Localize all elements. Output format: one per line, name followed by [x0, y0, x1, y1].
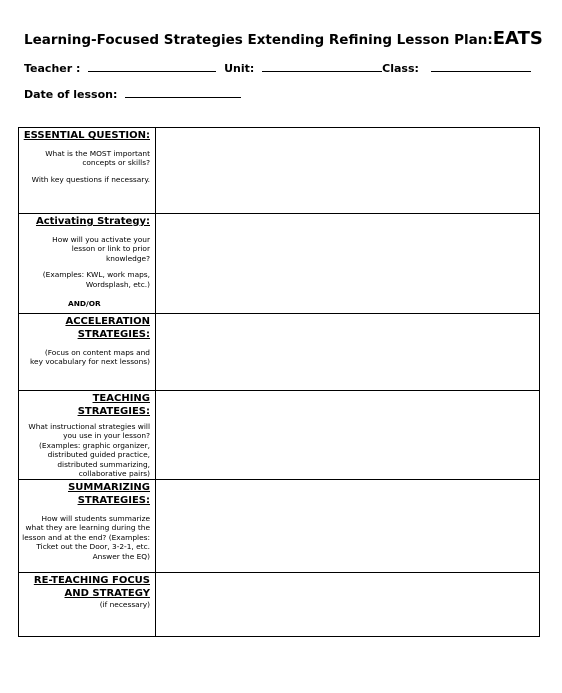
date-field[interactable] [125, 96, 241, 98]
table-row [19, 128, 540, 214]
lesson-plan-table [18, 127, 540, 637]
row-heading: ESSENTIAL QUESTION: [23, 130, 150, 141]
teacher-label: Teacher : [24, 62, 81, 75]
row-note: (Examples: KWL, work maps, Wordsplash, etc.) [42, 270, 150, 289]
row-label-cell [19, 391, 156, 480]
date-row [24, 88, 245, 101]
row-label-cell [19, 314, 156, 391]
row-content-cell[interactable] [156, 314, 540, 391]
date-label: Date of lesson: [24, 88, 118, 101]
row-content-cell[interactable] [156, 573, 540, 637]
title-text: Learning-Focused Strategies Extending Refining Lesson Plan: [24, 32, 493, 48]
row-heading: TEACHING STRATEGIES: [77, 393, 150, 417]
table-row [19, 391, 540, 480]
teacher-field[interactable] [88, 70, 216, 72]
row-label-cell [19, 214, 156, 314]
table-row [19, 214, 540, 314]
table-row [19, 480, 540, 573]
class-label: Class: [382, 62, 419, 75]
row-note: What instructional strategies will you use in your lesson? (Examples: graphic organizer, distributed guided practice, distributed summarizing, collaborative pairs) [28, 422, 150, 479]
row-heading: SUMMARIZING STRATEGIES: [68, 482, 150, 506]
title-suffix: EATS [492, 28, 543, 49]
row-heading: ACCELERATION STRATEGIES: [65, 316, 150, 340]
row-note: What is the MOST important concepts or skills? [45, 149, 150, 168]
class-field[interactable] [431, 70, 531, 72]
row-note: How will students summarize what they are learning during the lesson and at the end? (Examples: Ticket out the Door, 3-2-1, etc. Answer the EQ) [22, 514, 150, 561]
unit-field[interactable] [262, 70, 382, 72]
row-note: With key questions if necessary. [31, 174, 150, 184]
row-label-cell [19, 480, 156, 573]
row-content-cell[interactable] [156, 480, 540, 573]
row-note: (Focus on content maps and key vocabulary for next lessons) [30, 348, 150, 367]
row-heading: Activating Strategy: [35, 216, 150, 227]
row-content-cell[interactable] [156, 128, 540, 214]
row-label-cell [19, 128, 156, 214]
row-heading: RE-TEACHING FOCUS AND STRATEGY [33, 575, 150, 599]
row-note: How will you activate your lesson or link to prior knowledge? [52, 235, 150, 263]
row-content-cell[interactable] [156, 214, 540, 314]
table-row [19, 314, 540, 391]
page-title [24, 28, 543, 49]
header-fields-row [24, 62, 535, 75]
row-label-cell [19, 573, 156, 637]
and-or-label: AND/OR [68, 299, 101, 309]
unit-label: Unit: [224, 62, 255, 75]
table-row [19, 573, 540, 637]
row-content-cell[interactable] [156, 391, 540, 480]
row-note: (if necessary) [99, 600, 150, 609]
